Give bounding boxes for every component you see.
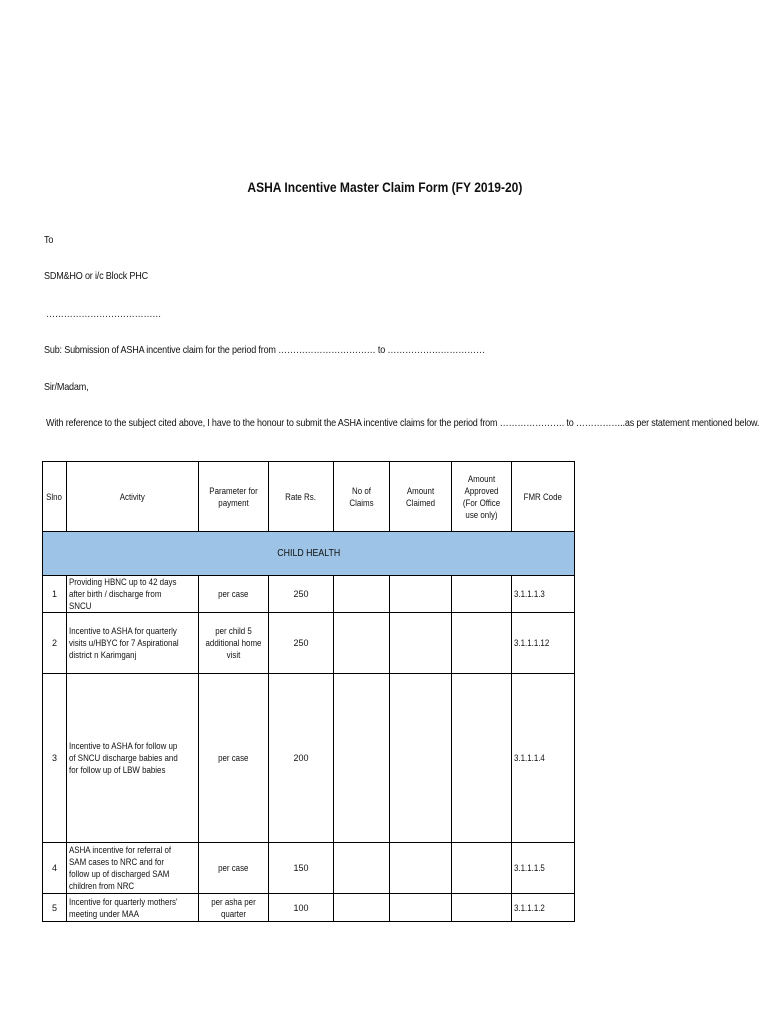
header-rate: Rate Rs.	[269, 462, 334, 532]
letter-salutation: Sir/Madam,	[44, 381, 89, 393]
cell-slno: 1	[43, 576, 67, 613]
letter-blank-line: …………………………………	[46, 308, 162, 320]
header-parameter: Parameter for payment	[199, 462, 269, 532]
form-title: ASHA Incentive Master Claim Form (FY 2019-20)	[247, 179, 523, 195]
cell-rate: 200	[269, 674, 334, 843]
cell-no-of-claims[interactable]	[334, 843, 390, 894]
cell-fmr-code: 3.1.1.1.3	[512, 576, 575, 613]
cell-no-of-claims[interactable]	[334, 894, 390, 922]
header-no-of-claims: No of Claims	[334, 462, 390, 532]
header-activity: Activity	[67, 462, 199, 532]
cell-parameter: per case	[199, 674, 269, 843]
cell-amount-claimed[interactable]	[390, 843, 452, 894]
letter-body: With reference to the subject cited above, I have to the honour to submit the ASHA incentive claims for the period from …………………. to ……………..as per statement mentioned below.	[46, 417, 760, 429]
header-amount-approved: Amount Approved (For Office use only)	[452, 462, 512, 532]
cell-rate: 250	[269, 576, 334, 613]
cell-amount-claimed[interactable]	[390, 674, 452, 843]
cell-amount-claimed[interactable]	[390, 613, 452, 674]
cell-amount-approved[interactable]	[452, 674, 512, 843]
cell-amount-approved[interactable]	[452, 613, 512, 674]
cell-activity: Incentive to ASHA for quarterly visits u/HBYC for 7 Aspirational district n Karimganj	[67, 613, 199, 674]
cell-parameter: per child 5 additional home visit	[199, 613, 269, 674]
cell-rate: 150	[269, 843, 334, 894]
cell-activity: Incentive to ASHA for follow up of SNCU discharge babies and for follow up of LBW babies	[67, 674, 199, 843]
cell-fmr-code: 3.1.1.1.5	[512, 843, 575, 894]
cell-parameter: per case	[199, 843, 269, 894]
cell-amount-claimed[interactable]	[390, 576, 452, 613]
cell-slno: 2	[43, 613, 67, 674]
header-slno: Slno	[43, 462, 67, 532]
cell-rate: 100	[269, 894, 334, 922]
cell-fmr-code: 3.1.1.1.2	[512, 894, 575, 922]
cell-no-of-claims[interactable]	[334, 576, 390, 613]
cell-activity: Providing HBNC up to 42 days after birth / discharge from SNCU	[67, 576, 199, 613]
table-row	[43, 674, 575, 843]
cell-amount-approved[interactable]	[452, 843, 512, 894]
cell-fmr-code: 3.1.1.1.12	[512, 613, 575, 674]
table-row	[43, 843, 575, 894]
cell-rate: 250	[269, 613, 334, 674]
cell-parameter: per asha per quarter	[199, 894, 269, 922]
header-row	[43, 462, 575, 532]
cell-fmr-code: 3.1.1.1.4	[512, 674, 575, 843]
cell-parameter: per case	[199, 576, 269, 613]
section-row	[43, 532, 575, 576]
letter-to: To	[44, 234, 54, 246]
cell-amount-claimed[interactable]	[390, 894, 452, 922]
header-amount-claimed: Amount Claimed	[390, 462, 452, 532]
cell-activity: Incentive for quarterly mothers' meeting under MAA	[67, 894, 199, 922]
cell-slno: 5	[43, 894, 67, 922]
section-child-health: CHILD HEALTH	[43, 532, 575, 576]
table-row	[43, 894, 575, 922]
cell-slno: 4	[43, 843, 67, 894]
header-fmr-code: FMR Code	[512, 462, 575, 532]
table-row	[43, 576, 575, 613]
cell-activity: ASHA incentive for referral of SAM cases to NRC and for follow up of discharged SAM children from NRC	[67, 843, 199, 894]
letter-subject: Sub: Submission of ASHA incentive claim for the period from …………………………… to ……………………………	[44, 344, 485, 356]
table-row	[43, 613, 575, 674]
claim-table	[42, 461, 575, 922]
cell-slno: 3	[43, 674, 67, 843]
cell-no-of-claims[interactable]	[334, 613, 390, 674]
cell-no-of-claims[interactable]	[334, 674, 390, 843]
cell-amount-approved[interactable]	[452, 894, 512, 922]
cell-amount-approved[interactable]	[452, 576, 512, 613]
letter-recipient: SDM&HO or i/c Block PHC	[44, 270, 148, 282]
